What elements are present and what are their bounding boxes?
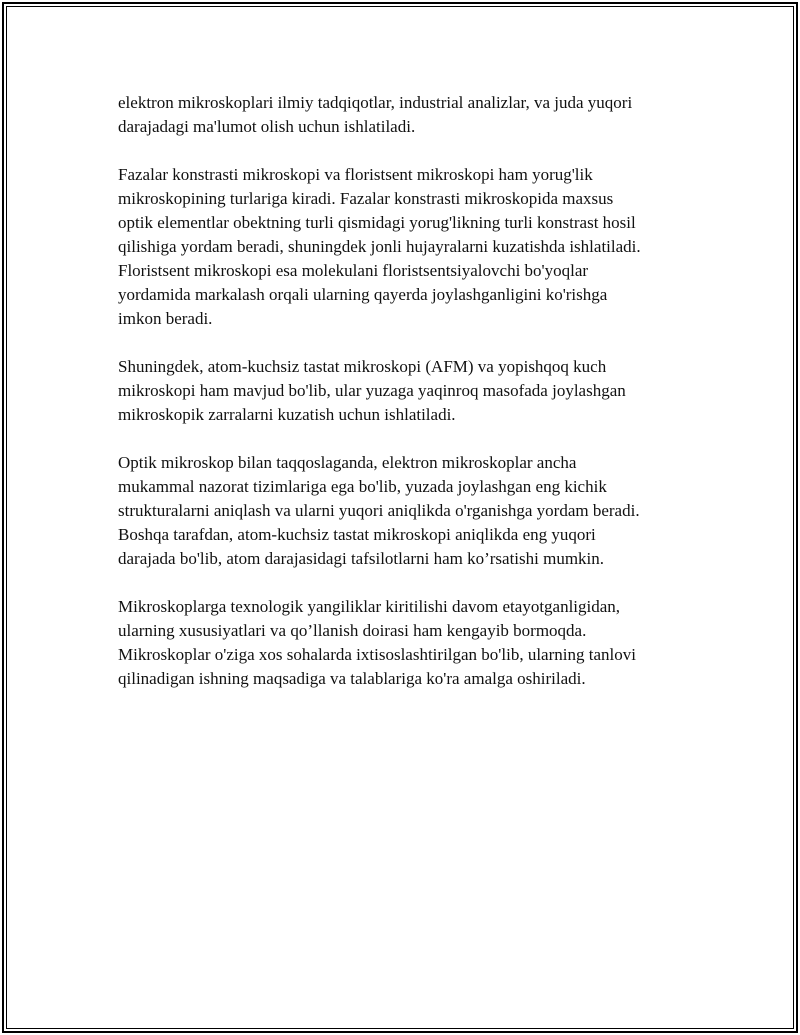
text-line: imkon beradi. bbox=[118, 309, 213, 328]
text-line: Floristsent mikroskopi esa molekulani floristsentsiyalovchi bo'yoqlar bbox=[118, 261, 589, 280]
document-body bbox=[118, 91, 708, 715]
text-line: darajada bo'lib, atom darajasidagi tafsilotlarni ham ko’rsatishi mumkin. bbox=[118, 549, 605, 568]
text-line: qilinadigan ishning maqsadiga va talablariga ko'ra amalga oshiriladi. bbox=[118, 669, 586, 688]
text-line: elektron mikroskoplari ilmiy tadqiqotlar, industrial analizlar, va juda yuqori bbox=[118, 93, 633, 112]
text-line: mikroskopining turlariga kiradi. Fazalar konstrasti mikroskopida maxsus bbox=[118, 189, 614, 208]
text-line: Mikroskoplar o'ziga xos sohalarda ixtisoslashtirilgan bo'lib, ularning tanlovi bbox=[118, 645, 636, 664]
text-line: Mikroskoplarga texnologik yangiliklar kiritilishi davom etayotganligidan, bbox=[118, 597, 621, 616]
text-line: mikroskopik zarralarni kuzatish uchun ishlatiladi. bbox=[118, 405, 456, 424]
paragraph-4 bbox=[118, 451, 708, 571]
text-line: darajadagi ma'lumot olish uchun ishlatiladi. bbox=[118, 117, 416, 136]
text-line: Optik mikroskop bilan taqqoslaganda, elektron mikroskoplar ancha bbox=[118, 453, 577, 472]
text-line: optik elementlar obektning turli qismidagi yorug'likning turli konstrast hosil bbox=[118, 213, 636, 232]
paragraph-5 bbox=[118, 595, 708, 691]
text-line: strukturalarni aniqlash va ularni yuqori aniqlikda o'rganishga yordam beradi. bbox=[118, 501, 640, 520]
paragraph-3 bbox=[118, 355, 708, 427]
text-line: Boshqa tarafdan, atom-kuchsiz tastat mikroskopi aniqlikda eng yuqori bbox=[118, 525, 596, 544]
text-line: Fazalar konstrasti mikroskopi va floristsent mikroskopi ham yorug'lik bbox=[118, 165, 593, 184]
text-line: mikroskopi ham mavjud bo'lib, ular yuzaga yaqinroq masofada joylashgan bbox=[118, 381, 626, 400]
text-line: mukammal nazorat tizimlariga ega bo'lib, yuzada joylashgan eng kichik bbox=[118, 477, 607, 496]
text-line: yordamida markalash orqali ularning qayerda joylashganligini ko'rishga bbox=[118, 285, 608, 304]
text-line: Shuningdek, atom-kuchsiz tastat mikroskopi (AFM) va yopishqoq kuch bbox=[118, 357, 607, 376]
text-line: qilishiga yordam beradi, shuningdek jonli hujayralarni kuzatishda ishlatiladi. bbox=[118, 237, 641, 256]
paragraph-1 bbox=[118, 91, 708, 139]
text-line: ularning xususiyatlari va qo’llanish doirasi ham kengayib bormoqda. bbox=[118, 621, 587, 640]
paragraph-2 bbox=[118, 163, 708, 331]
